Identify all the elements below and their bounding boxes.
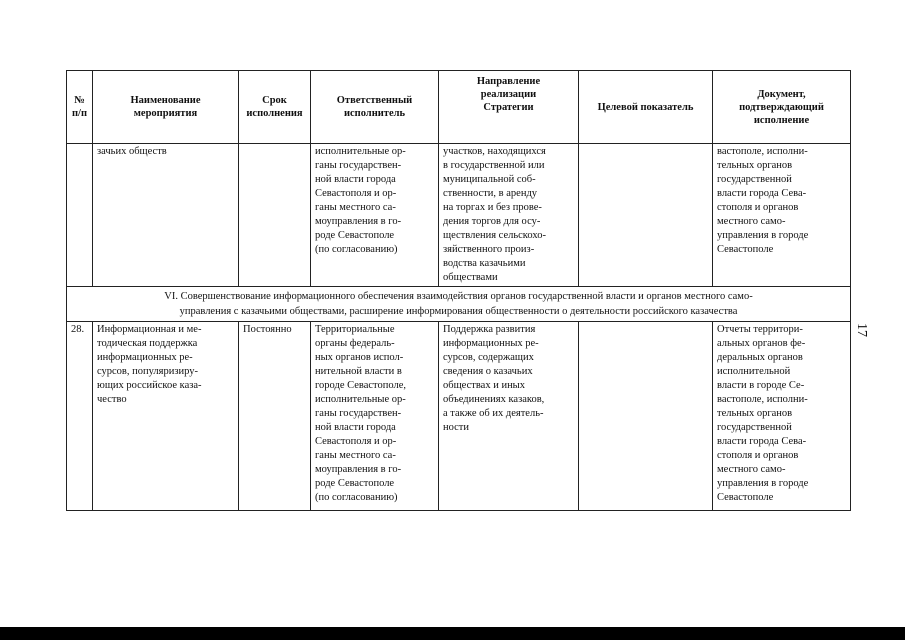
header-term: Срок исполнения bbox=[239, 71, 311, 144]
cell-term: Постоянно bbox=[239, 322, 311, 511]
section-title: VI. Совершенствование информационного обеспечения взаимодействия органов государственной власти и органов местного само- управления с казачьими обществами, расширение информирования общественности о деятельности российского казачества bbox=[67, 287, 851, 322]
table-header-row bbox=[67, 71, 851, 144]
cell-document: Отчеты территори- альных органов фе- деральных органов исполнительной власти в городе Се- вастополе, исполни- тельных органов государственной власти города Сева- стополя и органов местного само- управления в городе Севастополе bbox=[713, 322, 851, 511]
cell-term bbox=[239, 144, 311, 287]
cell-num: 28. bbox=[67, 322, 93, 511]
cell-direction: участков, находящихся в государственной или муниципальной соб- ственности, в аренду на торгах и без прове- дения торгов для осу- ществления сельскохо- зяйственного произ- водства казачьими обществами bbox=[439, 144, 579, 287]
table-row bbox=[67, 322, 851, 511]
header-executor: Ответственный исполнитель bbox=[311, 71, 439, 144]
cell-name: зачьих обществ bbox=[93, 144, 239, 287]
header-document: Документ, подтверждающий исполнение bbox=[713, 71, 851, 144]
page-number: 17 bbox=[854, 323, 869, 337]
scan-border bbox=[0, 627, 905, 640]
table-row bbox=[67, 144, 851, 287]
measures-table bbox=[66, 70, 851, 511]
header-num: № п/п bbox=[67, 71, 93, 144]
cell-indicator bbox=[579, 144, 713, 287]
header-name: Наименование мероприятия bbox=[93, 71, 239, 144]
header-indicator: Целевой показатель bbox=[579, 71, 713, 144]
cell-num bbox=[67, 144, 93, 287]
cell-executor: исполнительные ор- ганы государствен- ной власти города Севастополя и ор- ганы местного са- моуправления в го- роде Севастополе (по согласованию) bbox=[311, 144, 439, 287]
header-direction: Направление реализации Стратегии bbox=[439, 71, 579, 144]
cell-executor: Территориальные органы федераль- ных органов испол- нительной власти в городе Севастополе, исполнительные ор- ганы государствен- ной власти города Севастополя и ор- ганы местного са- моуправления в го- роде Севастополе (по согласованию) bbox=[311, 322, 439, 511]
cell-indicator bbox=[579, 322, 713, 511]
cell-name: Информационная и ме- тодическая поддержка информационных ре- сурсов, популяризиру- ющих российское каза- чество bbox=[93, 322, 239, 511]
cell-document: вастополе, исполни- тельных органов государственной власти города Сева- стополя и органов местного само- управления в городе Севастополе bbox=[713, 144, 851, 287]
cell-direction: Поддержка развития информационных ре- сурсов, содержащих сведения о казачьих обществах и иных объединениях казаков, а также об их деятель- ности bbox=[439, 322, 579, 511]
section-row bbox=[67, 287, 851, 322]
